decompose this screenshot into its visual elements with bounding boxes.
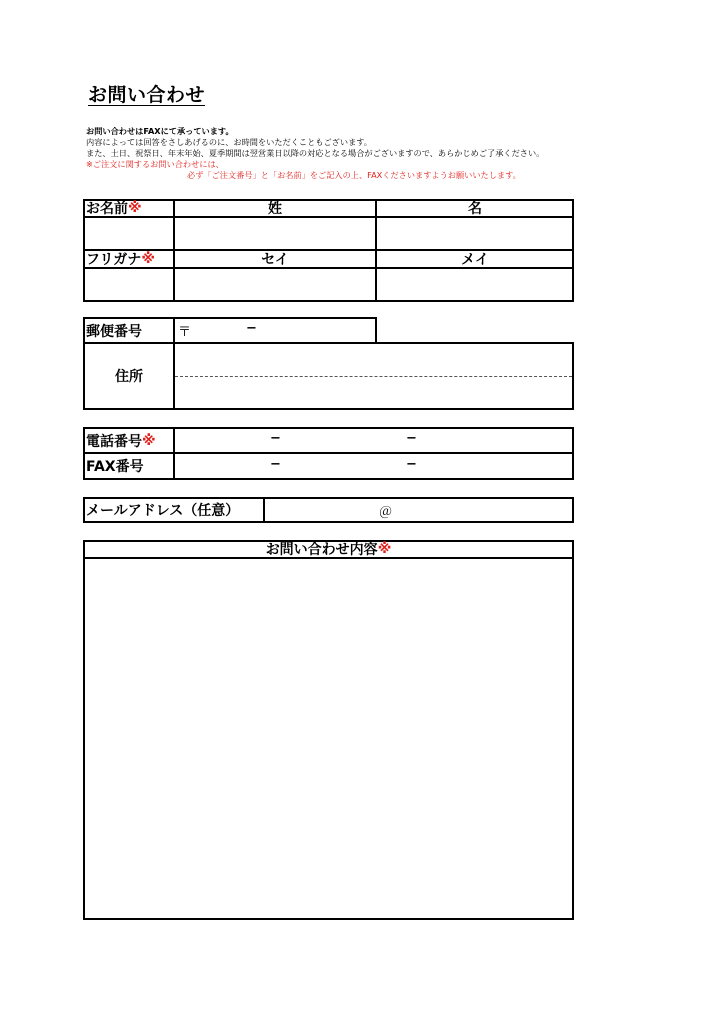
required-mark: ※	[141, 251, 155, 267]
fax-label	[86, 454, 144, 478]
sei-kana-header-text: セイ	[261, 252, 289, 268]
mei-header-text: 名	[468, 201, 482, 217]
address-divider-line	[175, 376, 572, 377]
mei-header	[377, 200, 573, 216]
inquiry-label	[85, 541, 572, 557]
fax-part-2[interactable]	[286, 456, 404, 477]
postal-label	[86, 319, 142, 342]
divider	[173, 317, 175, 410]
mei-field[interactable]	[378, 219, 572, 248]
divider	[263, 497, 265, 523]
sei-kana-header	[175, 251, 375, 267]
postal-symbol	[178, 319, 191, 342]
note-line-4: ※ご注文に関するお問い合わせには、	[86, 159, 224, 169]
fax-separator-2: −	[406, 457, 417, 472]
divider	[173, 427, 175, 480]
divider	[83, 452, 574, 454]
fax-part-3[interactable]	[422, 456, 572, 477]
note-line-1: お問い合わせはFAXにて承っています。	[86, 126, 234, 136]
sei-field[interactable]	[176, 219, 374, 248]
required-mark: ※	[142, 432, 156, 449]
divider	[83, 216, 574, 218]
postal-code-first[interactable]	[193, 320, 245, 341]
address-label	[85, 344, 173, 408]
postal-symbol-text: 〒	[178, 325, 192, 340]
email-label-text: メールアドレス（任意）	[86, 503, 240, 519]
phone-separator-2: −	[406, 431, 417, 446]
sei-header-text: 姓	[268, 201, 282, 217]
required-mark: ※	[128, 200, 142, 216]
required-mark: ※	[377, 541, 392, 557]
name-label-text: お名前	[86, 201, 128, 217]
phone-part-2[interactable]	[286, 430, 404, 451]
address-label-text: 住所	[115, 369, 143, 385]
sei-kana-field[interactable]	[176, 270, 374, 300]
mei-kana-header-text: メイ	[461, 252, 489, 268]
name-label	[86, 200, 142, 216]
address-line-2[interactable]	[176, 378, 572, 408]
fax-part-1[interactable]	[176, 456, 268, 477]
postal-label-text: 郵便番号	[86, 323, 142, 340]
phone-separator-1: −	[270, 431, 281, 446]
furigana-label	[86, 251, 155, 267]
notes-block	[86, 126, 544, 181]
email-local-part[interactable]	[266, 500, 378, 520]
note-line-3: また、土日、祝祭日、年末年始、夏季期間は翌営業日以降の対応となる場合がございますので、あらかじめご了承ください。	[86, 148, 545, 158]
phone-label-text: 電話番号	[86, 433, 142, 450]
sei-header	[175, 200, 375, 216]
phone-part-1[interactable]	[176, 430, 268, 451]
inquiry-content-field[interactable]	[86, 560, 572, 918]
fax-separator-1: −	[270, 457, 281, 472]
phone-label	[86, 429, 156, 452]
mei-kana-header	[377, 251, 573, 267]
fax-label-text: FAX番号	[86, 459, 144, 475]
note-line-5: 必ず「ご注文番号」と「お名前」をご記入の上、FAXくださいますようお願いいたします。	[187, 170, 521, 180]
email-at-sign: ＠	[379, 505, 393, 520]
email-label	[86, 499, 239, 521]
address-line-1[interactable]	[176, 345, 572, 375]
postal-separator: −	[246, 321, 257, 336]
postal-code-second[interactable]	[262, 320, 372, 341]
page-title: お問い合わせ	[88, 84, 206, 106]
divider	[83, 267, 574, 269]
email-domain-part[interactable]	[396, 500, 572, 520]
phone-part-3[interactable]	[422, 430, 572, 451]
note-line-2: 内容によっては回答をさしあげるのに、お時間をいただくこともございます。	[86, 137, 372, 147]
mei-kana-field[interactable]	[378, 270, 572, 300]
furigana-label-text: フリガナ	[86, 252, 142, 268]
inquiry-label-text: お問い合わせ内容	[265, 542, 378, 558]
